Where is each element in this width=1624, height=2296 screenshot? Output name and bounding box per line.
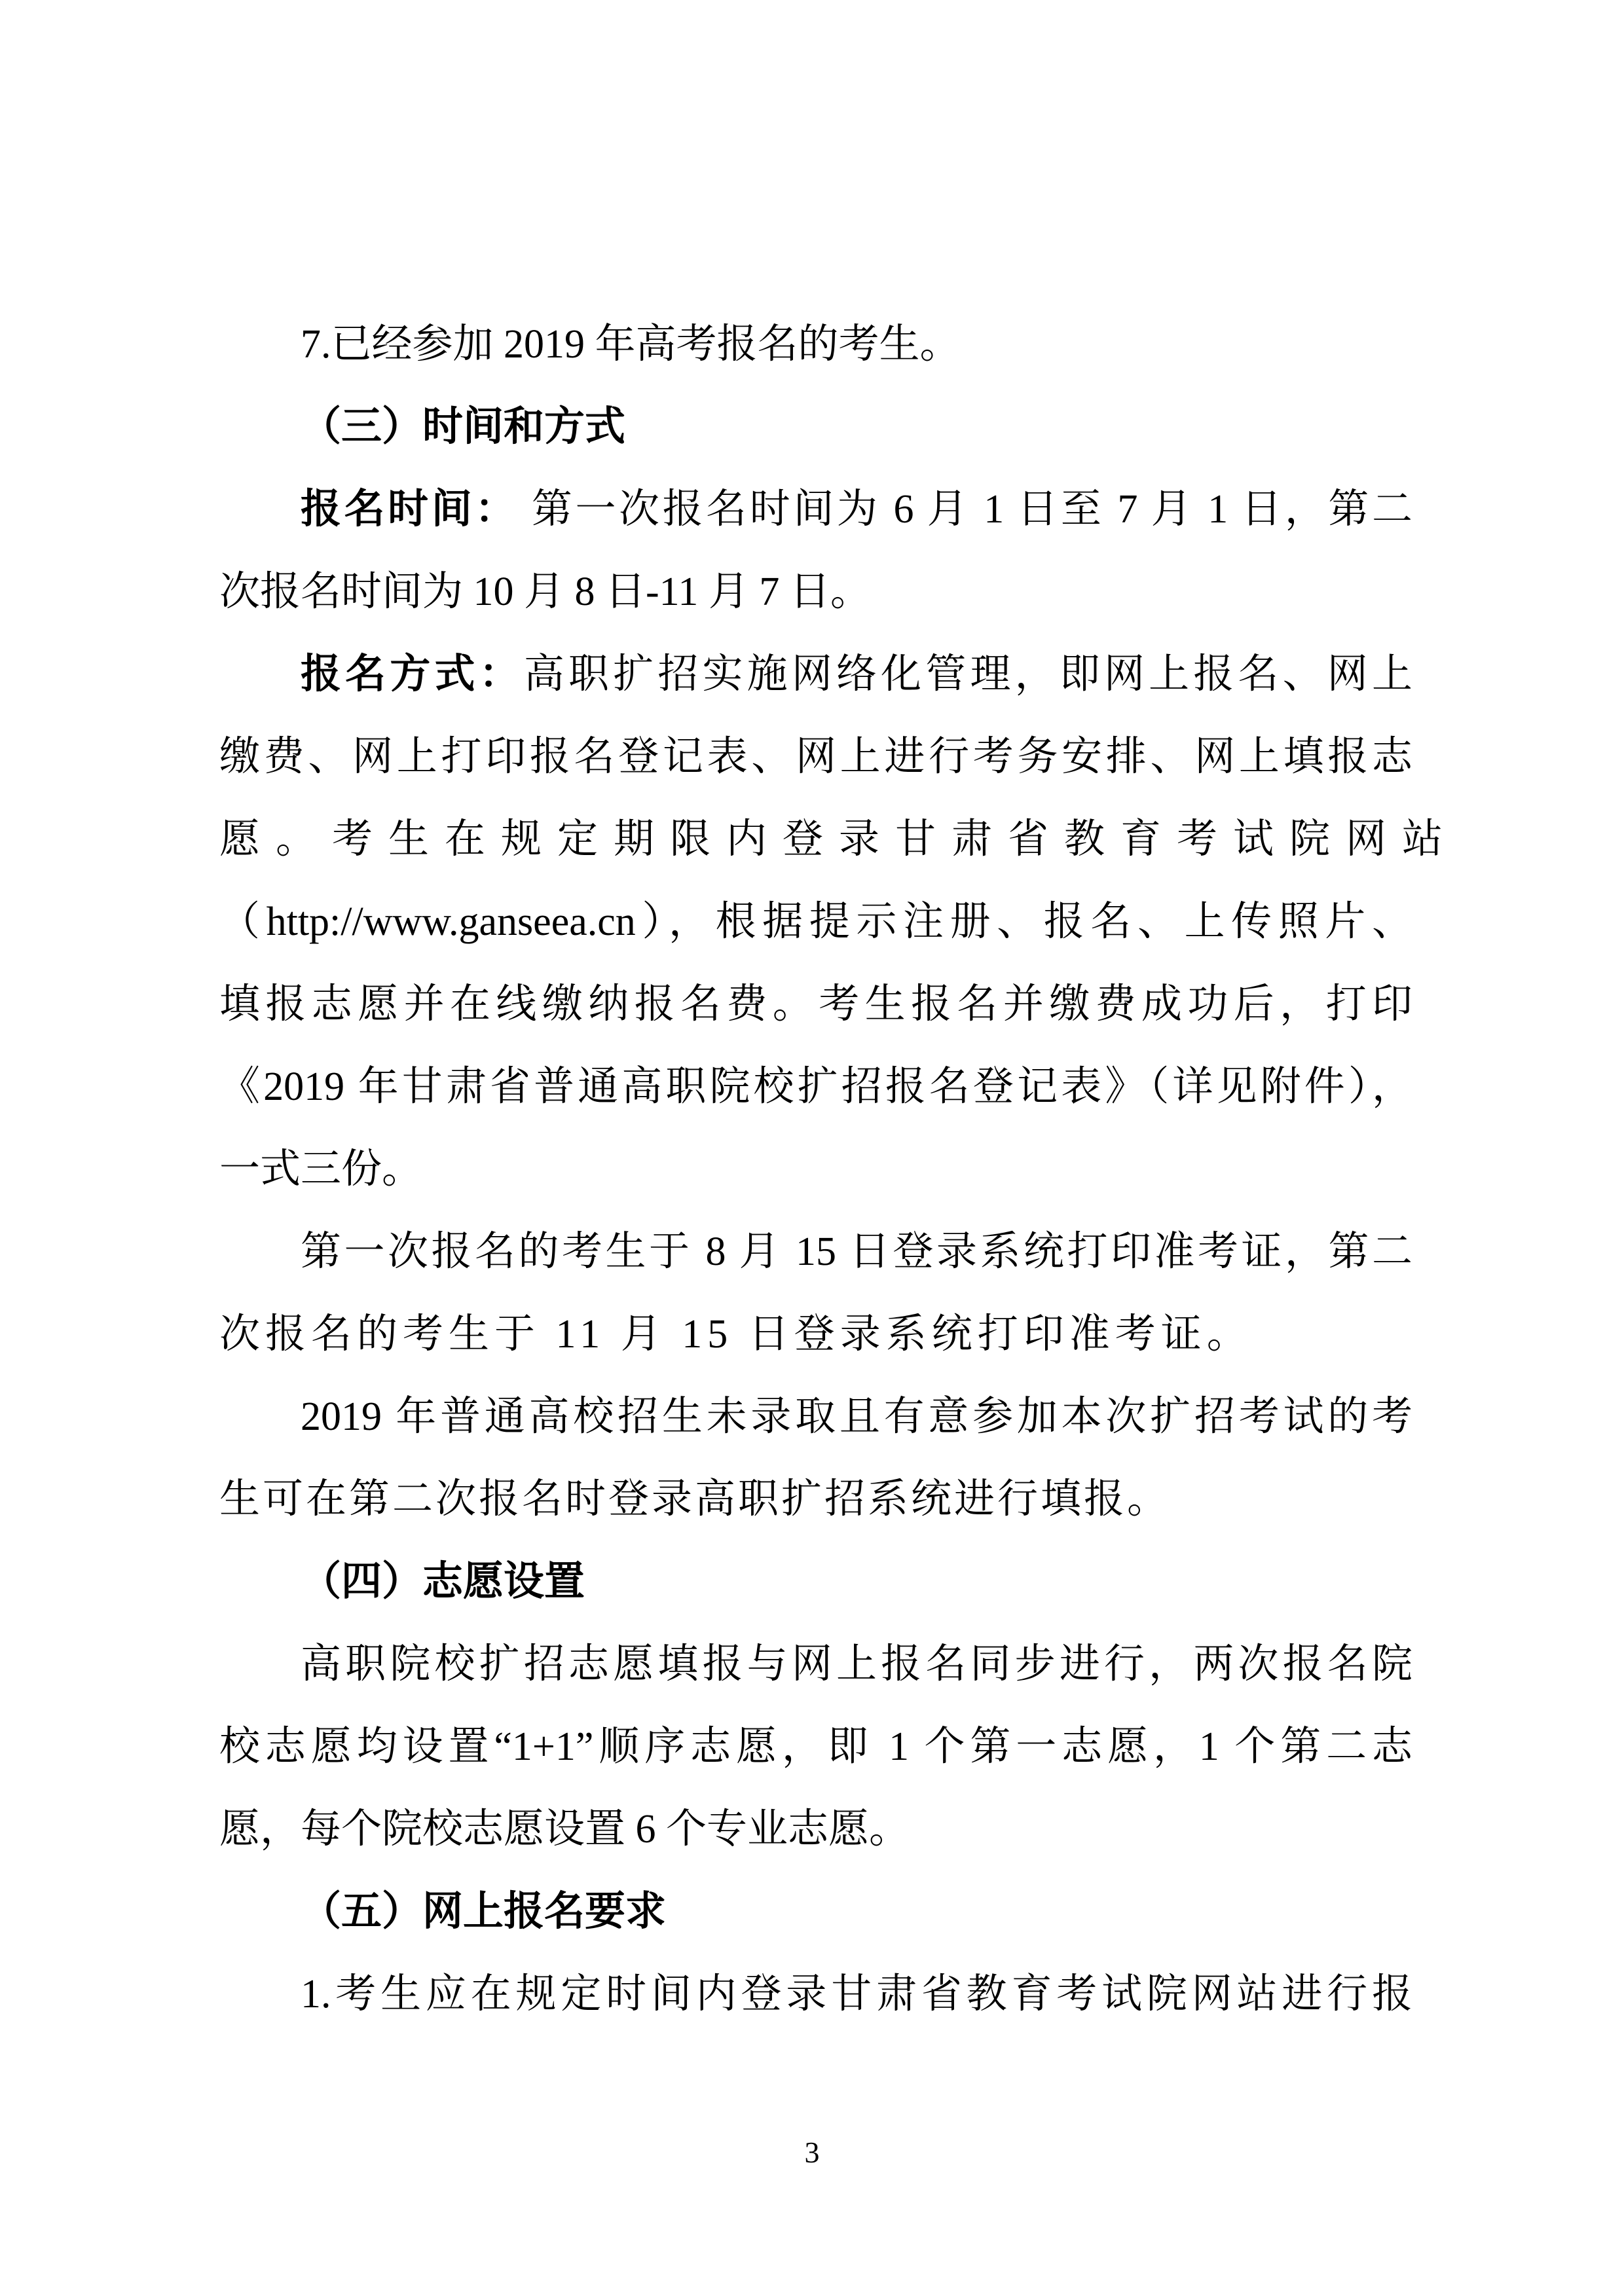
text-line [219,798,1459,881]
text-segment: 缴费、网上打印报名登记表、网上进行考务安排、网上填报志 [219,735,1412,779]
text-segment: 次报名的考生于 11 月 15 日登录系统打印准考证。 [219,1312,1253,1357]
text-segment: 生可在第二次报名时登录高职扩招系统进行填报。 [219,1477,1171,1522]
bold-text-segment: （四）志愿设置 [301,1559,585,1604]
bold-text-segment: 报名时间： [301,487,519,532]
text-segment: 第一次报名时间为 6 月 1 日至 7 月 1 日，第二 [518,487,1412,532]
text-segment: 《2019 年甘肃省普通高职院校扩招报名登记表》（详见附件）， [219,1065,1412,1109]
text-line [219,1623,1412,1705]
text-segment: 一式三份。 [219,1147,423,1192]
text-line [219,1705,1412,1788]
text-segment: 第一次报名的考生于 8 月 15 日登录系统打印准考证，第二 [301,1230,1412,1274]
text-segment: 高职院校扩招志愿填报与网上报名同步进行，两次报名院 [301,1642,1412,1686]
text-segment: 次报名时间为 10 月 8 日-11 月 7 日。 [219,570,871,614]
section-heading [219,386,1412,468]
bold-text-segment: （三）时间和方式 [301,405,626,449]
text-line [219,1953,1412,2035]
page-number: 3 [804,2136,820,2169]
text-segment: 愿。考生在规定期限内登录甘肃省教育考试院网站 [219,817,1459,862]
text-segment: 校志愿均设置“1+1”顺序志愿，即 1 个第一志愿，1 个第二志 [219,1724,1412,1769]
text-line [219,468,1412,551]
text-line [219,303,1412,386]
text-segment: 7.已经参加 2019 年高考报名的考生。 [301,322,961,367]
text-line [219,633,1412,716]
bold-text-segment: （五）网上报名要求 [301,1889,667,1934]
bold-text-segment: 报名方式： [301,652,524,697]
text-segment: 填报志愿并在线缴纳报名费。考生报名并缴费成功后，打印 [219,982,1412,1027]
text-line [219,716,1412,798]
text-segment: 高职扩招实施网络化管理，即网上报名、网上 [523,652,1412,697]
text-line [219,1458,1412,1540]
text-block [219,303,1459,2035]
text-line [219,1128,1412,1211]
text-segment: 2019 年普通高校招生未录取且有意参加本次扩招考试的考 [301,1394,1412,1439]
text-line [219,551,1412,633]
text-segment: 愿，每个院校志愿设置 6 个专业志愿。 [219,1807,910,1851]
text-line [219,1788,1412,1870]
text-line [219,1376,1412,1458]
section-heading [219,1870,1412,1953]
text-line [219,963,1412,1046]
text-line [219,881,1412,963]
text-segment: （http://www.ganseea.cn），根据提示注册、报名、上传照片、 [219,900,1412,944]
text-line [219,1211,1412,1293]
section-heading [219,1540,1412,1623]
text-line [219,1046,1412,1128]
text-line [219,1293,1412,1376]
text-segment: 1.考生应在规定时间内登录甘肃省教育考试院网站进行报 [301,1972,1412,2016]
